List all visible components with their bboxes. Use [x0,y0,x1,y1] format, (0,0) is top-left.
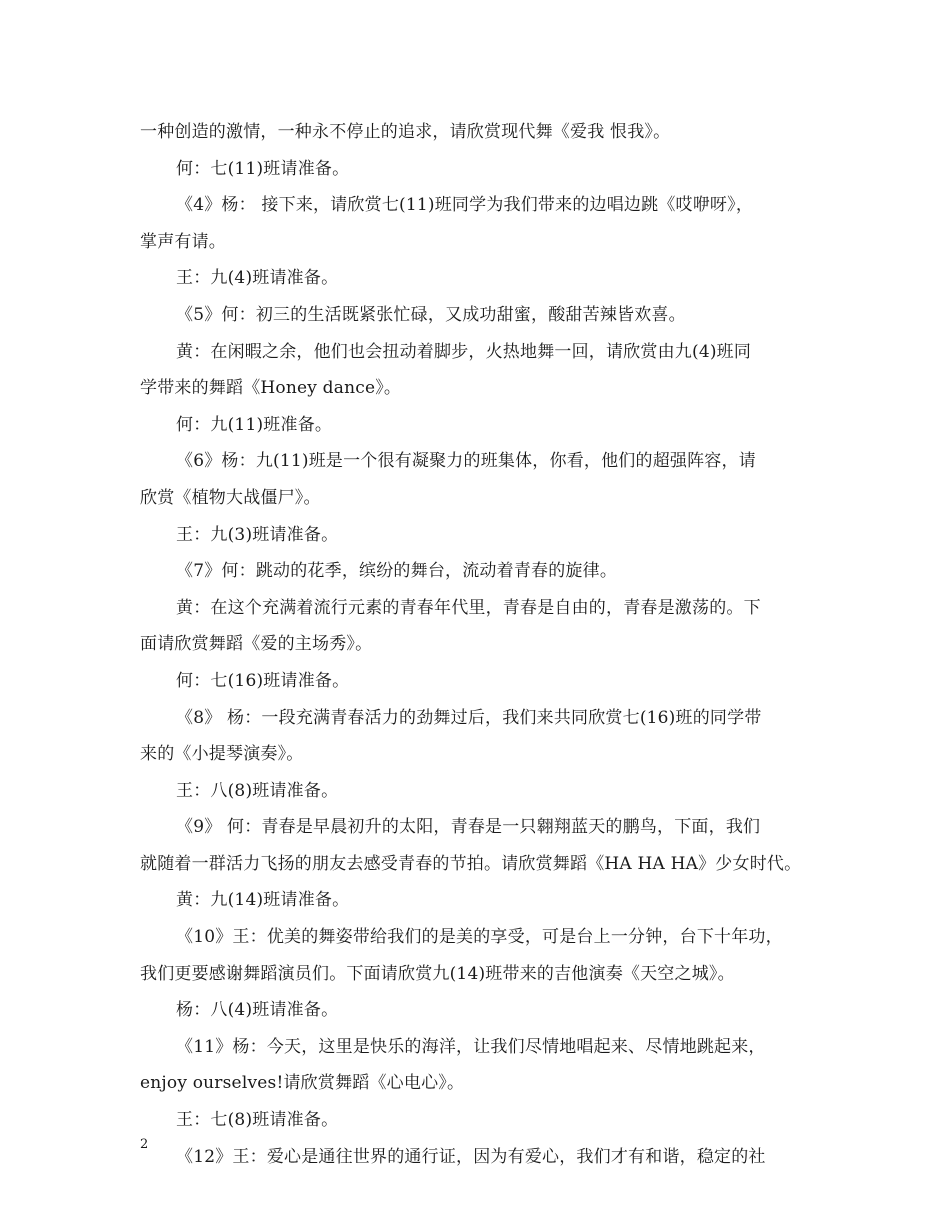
text-line: 杨：八(4)班请准备。 [176,1000,339,1021]
text-line: 《6》杨：九(11)班是一个很有凝聚力的班集体，你看，他们的超强阵容，请 [176,451,756,472]
text-line: 来的《小提琴演奏》。 [140,744,304,765]
text-line: 就随着一群活力飞扬的朋友去感受青春的节拍。请欣赏舞蹈《HA HA HA》少女时代。 [140,853,802,874]
text-line: 《8》 杨：一段充满青春活力的劲舞过后，我们来共同欣赏七(16)班的同学带 [176,707,762,728]
text-line: 黄：九(14)班请准备。 [176,890,350,911]
text-line: enjoy ourselves!请欣赏舞蹈《心电心》。 [140,1073,465,1094]
text-line: 王：九(3)班请准备。 [176,524,339,545]
text-line: 学带来的舞蹈《Honey dance》。 [140,378,402,399]
text-line: 何：七(16)班请准备。 [176,670,350,691]
text-line: 王：七(8)班请准备。 [176,1110,339,1131]
text-line: 欣赏《植物大战僵尸》。 [140,487,321,508]
text-line: 《4》杨： 接下来，请欣赏七(11)班同学为我们带来的边唱边跳《哎咿呀》， [176,195,754,216]
text-line: 《10》王：优美的舞姿带给我们的是美的享受，可是台上一分钟，台下十年功， [176,927,783,948]
text-line: 王：九(4)班请准备。 [176,268,339,289]
text-line: 一种创造的激情，一种永不停止的追求，请欣赏现代舞《爱我 恨我》。 [140,122,671,142]
text-line: 黄：在闲暇之余，他们也会扭动着脚步，火热地舞一回，请欣赏由九(4)班同 [176,341,752,362]
text-line: 黄：在这个充满着流行元素的青春年代里，青春是自由的，青春是激荡的。下 [176,597,761,618]
text-line: 何：七(11)班请准备。 [176,158,350,179]
text-line: 《9》 何：青春是早晨初升的太阳，青春是一只翱翔蓝天的鹏鸟，下面，我们 [176,817,761,838]
text-line: 掌声有请。 [140,231,226,252]
text-line: 《12》王：爱心是通往世界的通行证，因为有爱心，我们才有和谐，稳定的社 [176,1146,766,1167]
text-line: 面请欣赏舞蹈《爱的主场秀》。 [140,634,373,655]
text-line: 何：九(11)班准备。 [176,414,333,435]
text-line: 王：八(8)班请准备。 [176,780,339,801]
document-body [140,114,830,1175]
text-line: 《5》何：初三的生活既紧张忙碌，又成功甜蜜，酸甜苦辣皆欢喜。 [176,304,686,325]
text-line: 《7》何：跳动的花季，缤纷的舞台，流动着青春的旋律。 [176,561,618,582]
text-line: 《11》杨：今天，这里是快乐的海洋，让我们尽情地唱起来、尽情地跳起来， [176,1036,766,1057]
page-number: 2 [140,1137,149,1152]
text-line: 我们更要感谢舞蹈演员们。下面请欣赏九(14)班带来的吉他演奏《天空之城》。 [140,963,735,984]
